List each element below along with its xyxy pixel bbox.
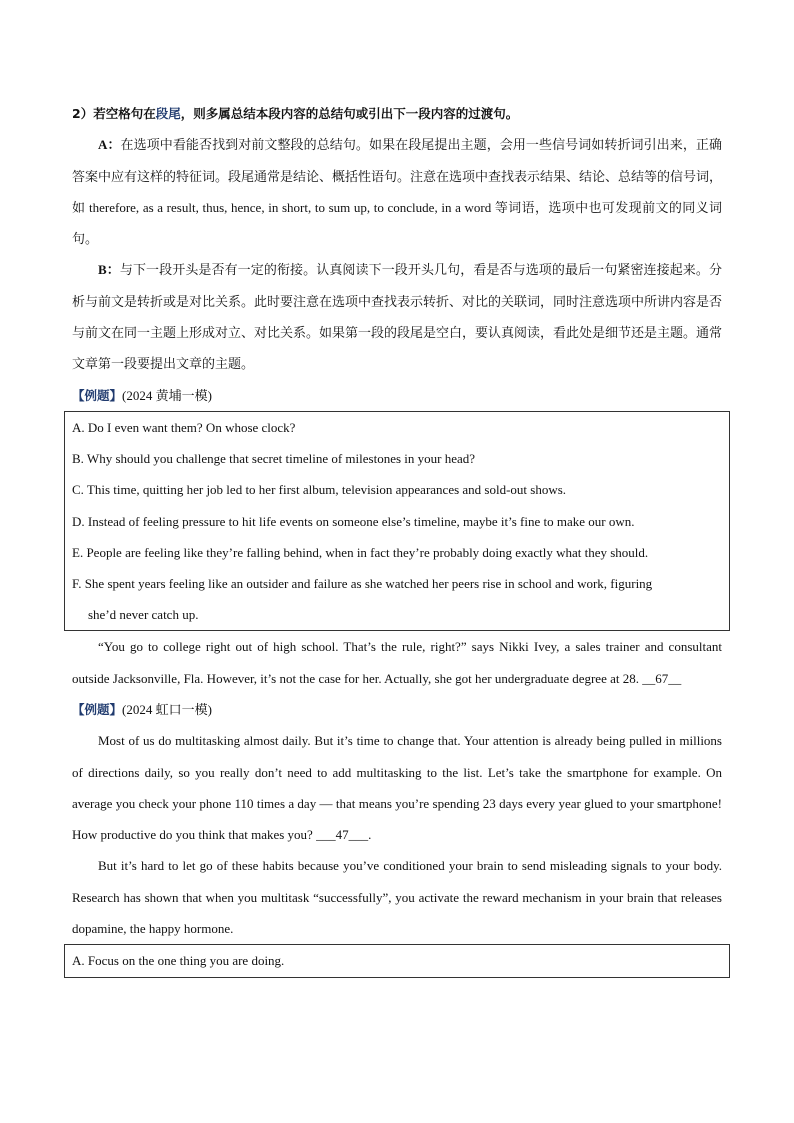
example2-source: (2024 虹口一模) (122, 701, 212, 717)
option-item (72, 506, 722, 537)
option-e-text: E. People are feeling like they’re falling behind, when in fact they’re probably doing exactly what they should. (72, 544, 649, 560)
heading-prefix: 2）若空格句在 (72, 106, 156, 121)
option-item (72, 945, 722, 976)
example1-label: 【例题】 (72, 387, 123, 403)
paragraph-b-text: 与下一段开头是否有一定的衔接。认真阅读下一段开头几句，看是否与选项的最后一句紧密连接起来。分析与前文是转折或是对比关系。此时要注意在选项中查找表示转折、对比的关联词，同时注意选项中所讲内容是否与前文在同一主题上形成对立、对比关系。如果第一段的段尾是空白，要认真阅读，看此处是细节还是主题。通常文章第一段要提出文章的主题。 (72, 262, 723, 372)
option-item (72, 474, 722, 505)
example2-options-box (64, 944, 730, 977)
option-item (72, 568, 722, 630)
example1-options-box (64, 411, 730, 631)
option-c-text: C. This time, quitting her job led to her first album, television appearances and sold-out shows. (72, 482, 567, 498)
section-heading (72, 98, 722, 129)
option-item (72, 537, 722, 568)
paragraph-b (72, 254, 722, 379)
heading-keyword: 段尾 (155, 106, 181, 121)
example2-paragraph-1-text: Most of us do multitasking almost daily. But it’s time to change that. Your attention is already being pulled in millions of directions daily, so you really don’t need to add multitasking to the list. Let’s take the smartphone for example. On average you check your phone 110 times a day — that means you’re spending 23 days every year glued to your smartphone! How productive do you think that makes you? (72, 733, 722, 843)
example2-paragraph-2 (72, 850, 722, 944)
option-d-text: D. Instead of feeling pressure to hit life events on someone else’s timeline, maybe it’s fine to make our own. (72, 513, 635, 529)
document-page (72, 98, 722, 978)
option-item (72, 443, 722, 474)
example1-passage (72, 631, 722, 694)
option-a-text: A. Focus on the one thing you are doing. (72, 953, 285, 969)
paragraph-b-label: B： (98, 262, 120, 278)
option-f-continuation: she’d never catch up. (88, 607, 199, 623)
example1-passage-text: “You go to college right out of high school. That’s the rule, right?” says Nikki Ivey, a sales trainer and consultant outside Jacksonville, Fla. However, it’s not the case for her. Actually, she got her undergraduate degree at 28. (72, 639, 722, 686)
option-f-text: F. She spent years feeling like an outsider and failure as she watched her peers rise in school and work, figuring (72, 575, 653, 591)
paragraph-a-label: A： (98, 137, 121, 153)
example2-paragraph-2-text: But it’s hard to let go of these habits because you’ve conditioned your brain to send misleading signals to your body. Research has shown that when you multitask “successfully”, you activate the reward mechanism in your brain that releases dopamine, the happy hormone. (72, 858, 722, 937)
blank-67: __67__ (642, 670, 682, 686)
example1-header (72, 380, 722, 411)
blank-47: ___47___. (316, 827, 372, 843)
paragraph-a-text: 在选项中看能否找到对前文整段的总结句。如果在段尾提出主题，会用一些信号词如转折词引出来，正确答案中应有这样的特征词。段尾通常是结论、概括性语句。注意在选项中查找表示结果、结论、总结等的信号词，如 therefore, as a result, thus, hence, in short, to sum up, to conclude, in a word 等词语，选项中也可发现前文的同义词句。 (72, 137, 723, 247)
example2-paragraph-1 (72, 725, 722, 850)
option-a-text: A. Do I even want them? On whose clock? (72, 419, 296, 435)
example1-source: (2024 黄埔一模) (122, 387, 212, 403)
heading-suffix: ，则多属总结本段内容的总结句或引出下一段内容的过渡句。 (180, 106, 519, 121)
paragraph-a (72, 129, 722, 254)
option-item (72, 412, 722, 443)
option-b-text: B. Why should you challenge that secret timeline of milestones in your head? (72, 451, 476, 467)
example2-label: 【例题】 (72, 701, 123, 717)
example2-header (72, 694, 722, 725)
